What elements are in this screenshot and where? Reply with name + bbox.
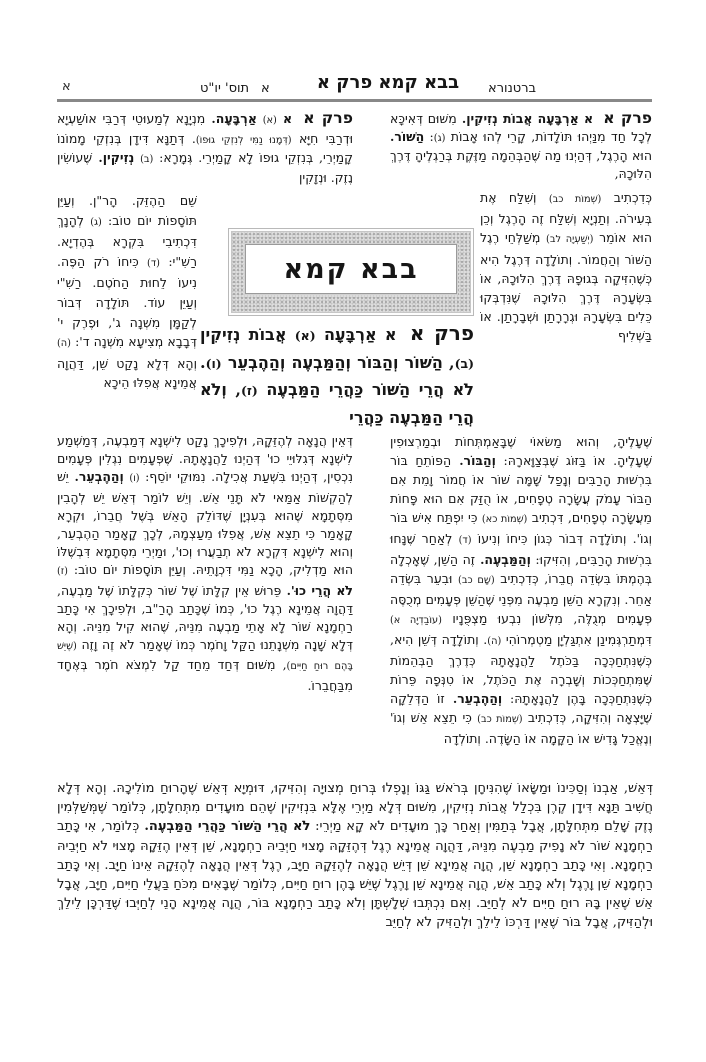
tractate-title: בבא קמא [283, 253, 419, 285]
bartenura-column-bottom: שֶׁעָלֶיהָ, וְהוּא מַשּׂאוֹי שֶׁבָּאַמְתְּחוֹת וּבְמַרְצוּפִין שֶׁעָלֶיהָ. אוֹ בַּזּוֹג שֶׁבְּצַוָּארָהּ: וְהַבּוֹר. הַפּוֹתֵחַ בּוֹר בִּרְשׁוּת הָרַבִּים וְנָפַל שָׁמָּה שׁוֹר אוֹ חֲמוֹר וָמֵת אִם הַבּוֹר עָמֹק עֲשָׂרָה טְפָחִים, אוֹ הֻזַּק אִם הוּא פָּחוֹת מֵעֲשָׂרָה טְפָחִים, דִּכְתִיב (שְׁמוֹת כא) כִּי יִפְתַּח אִישׁ בּוֹר וְגוֹ'. וְתוֹלָדָה דְּבוֹר כְּגוֹן כִּיחוֹ וְנִיעוֹ (ד) לְאַחַר שֶׁנָּחוּ בִּרְשׁוּת הָרַבִּים, וְהִזִּיקוּ: וְהַמַּבְעֶה. זֶה הַשֵּׁן, שֶׁאָכְלָה בְּהֶמְתּוֹ בִּשְׂדֵה חֲבֵרוֹ, כְּדִכְתִיב (שָׁם כב) וּבִעֵר בִּשְׂדֵה אַחֵר. וְנִקְרָא הַשֵּׁן מַבְעֶה מִפְּנֵי שֶׁהַשֵּׁן פְּעָמִים מְכֻסֶּה פְּעָמִים מְגֻלֶּה, מִלְּשׁוֹן נִבְעוּ מַצְפֻּנָיו (עוֹבַדְיָה א) דִּמְתַרְגְּמִינַן אִתְגַּלְיָן מַטְמְרוֹהִי (ה). וְתוֹלָדָה דְּשֵׁן הִיא, כְּשֶׁנִּתְחַכְּכָה בַּכֹּתֶל לַהֲנָאָתָהּ כְּדֶרֶךְ הַבְּהֵמוֹת שֶׁמִּתְחַכְּכוֹת וְשָׁבְרָה אֶת הַכֹּתֶל, אוֹ טִנְּפָה פֵּרוֹת כְּשֶׁנִּתְחַכְּכָה בָּהֶן לַהֲנָאָתָהּ: וְהַהֶבְעֵר. זוֹ הַדְּלֵקָה שֶׁיָּצְאָה וְהִזִּיקָה, כְּדִכְתִיב (שְׁמוֹת כב) כִּי תֵצֵא אֵשׁ וְגוֹ' וְנֶאֱכַל גָּדִישׁ אוֹ הַקָּמָה אוֹ הַשָּׂדֶה. וְתוֹלְדָה [390, 434, 653, 746]
header-divider-rule [57, 99, 652, 102]
tosafot-yomtov-column-beside-box: שֵׁם הַהֶזֵּק. הָר"ן. וְעַיֵּן תּוֹסָפוֹת יוֹם טוֹב: (ג) לְהָנָךְ דִּכְתִיבִי בִּקְרָא בְּהֶדְיָא. רַשִׁ"י: (ד) כִּיחוֹ רֹק הַפֶּה. נִיעוֹ לֵחוּת הַחֹטֶם. רַשִׁ"י וְעַיֵּן עוֹד. תּוֹלָדָה דְּבוֹר לְקַמָּן מִשְׁנָה ג', וּפֶרֶק י' דְּבָבָא מְצִיעָא מִשְׁנָה ד': (ה) וְהָא דְּלָא נָקַט שֵׁן, דַּהֲוָה אֲמֵינָא אֲפִלּוּ הֵיכָא [57, 193, 197, 391]
bartenura-column-top: פרק א א אַרְבָּעָה אֲבוֹת נְזִיקִין. מִשּׁוּם דְּאִיכָּא לְכָל חַד מִנַּיְהוּ תּוֹלָדוֹת, קָרֵי לְהוּ אָבוֹת (ג): הַשּׁוֹר. הוּא הָרֶגֶל, דְּהַיְנוּ מַה שֶּׁהַבְּהֵמָה מַזֶּקֶת בְּרַגְלֶיהָ דֶּרֶךְ הִלּוּכָהּ, [390, 108, 653, 181]
page-number: א [62, 79, 71, 94]
header-left-column-label: תוס' יו"ט [200, 81, 250, 96]
tractate-title-inner-panel [245, 244, 457, 294]
header-right-column-label: ברטנורא [488, 81, 537, 96]
header-mishnah-marker: א [261, 81, 270, 96]
tractate-title-frame-ornament [231, 231, 471, 313]
tosafot-yomtov-column-top: פרק א א (א) אַרְבָּעָה. מִנְיָנָא לְמַעוּטֵי דְּרַבִּי אוֹשַׁעְיָא וּדְרַבִּי חִיָּא (דְּמָנוּ נַמִּי לְנִזְקֵי גוּפוֹ). דְּתַנָּא דִּידָן בְּנִזְקֵי מָמוֹנוֹ קָמַיְרֵי, בְּנִזְקֵי גוּפוֹ לָא קָמַיְרֵי. גְּמָרָא: (ב) נְזִיקִין. שֶׁעוֹשִׂין נֶזֶק. וּנְזָקִין [57, 108, 354, 185]
page-title: בבא קמא פרק א [316, 72, 460, 93]
mishnah-text: פרק א א אַרְבָּעָה (א) אֲבוֹת נְזִיקִין (ב), הַשּׁוֹר וְהַבּוֹר וְהַמַּבְעֶה וְהַהֶבְעֵר (ו). לֹא הֲרֵי הַשּׁוֹר כַּהֲרֵי הַמַּבְעֶה (ז), וְלֹא הֲרֵי הַמַּבְעֶה כַּהֲרֵי [200, 321, 475, 427]
tractate-title-frame [228, 228, 474, 316]
tosafot-yomtov-column-bottom: דְּאֵין הֲנָאָה לְהֶזֵּקָהּ, וּלְפִיכָךְ נָקַט לִישְׁנָא דְּמַבְעֶה, דְּמַשְׁמַע לִישְׁנָא דְּגִלּוּיֵי כוּ' דְּהַיְנוּ לַהֲנָאָתָהּ. שֶׁפְּעָמִים נִגְלִין פְּעָמִים נִכְסִין, דְּהַיְנוּ בִּשְׁעַת אֲכִילָה. נִמּוּקֵי יוֹסֵף: (ו) וְהַהֶבְעֵר. יֵשׁ לְהַקְשׁוֹת אַמַּאי לֹא תָּנֵי אֵשׁ. וְיֵשׁ לוֹמַר דְּאֵשׁ יֵשׁ לְהָבִין מִסְּתָמָא שֶׁהוּא בְּעִנְיָן שֶׁדּוֹלֵק הָאֵשׁ בְּשֶׁל חֲבֵרוֹ, וּקְרָא קָאָמַר כִּי תֵצֵא אֵשׁ, אֲפִלּוּ מֵעַצְמָהּ, לְכָךְ קָאָמַר הַהֶבְעֵר, וְהוּא לִישְׁנָא דִּקְרָא לֹא תְבַעֲרוּ וְכוּ', וּמַיְרֵי מִסְּתָמָא דִּבְשֶׁלּוֹ הוּא מַדְלִיק, הָכָא נַמִּי דִּכְוָתֵיהּ. וְעַיֵּן תּוֹסָפוֹת יוֹם טוֹב: (ז) לֹא הֲרֵי כוּ'. פֵּרוּשׁ אֵין קִלָּתוֹ שֶׁל שׁוֹר כְּקִלָּתוֹ שֶׁל מַבְעֶה, דַּהֲוָה אֲמֵינָא רֶגֶל כוּ', כְּמוֹ שֶׁכָּתַב הָרַ"ב, וּלְפִיכָךְ אִי כָּתַב רַחְמָנָא שׁוֹר לָא אָתֵי מַבְעֶה מִנֵּיהּ, שֶׁהוּא קִיל מִנֵּיהּ. וְהָא דְּלָא שָׁנָה מִשְׁנָתֵנוּ הַקַּל וָחֹמֶר כְּמוֹ שֶׁאָמַר לֹא זֶה וָזֶה (שֶׁיֵּשׁ בָּהֶם רוּחַ חַיִּים), מִשּׁוּם דְּחַד מֵחַד קַל לִמְצֹא חֹמֶר בְּאֶחָד מִבַּחֲבֵרוֹ. [57, 433, 353, 693]
bartenura-column-beside-box: כְּדִכְתִיב (שְׁמוֹת כב) וְשִׁלַּח אֶת בְּעִירֹה. וְתַנְיָא וְשִׁלַּח זֶה הָרֶגֶל וְכֵן הוּא אוֹמֵר (יְשַׁעְיָה לב) מְשַׁלְּחֵי רֶגֶל הַשּׁוֹר וְהַחֲמוֹר. וְתוֹלָדָה דְּרֶגֶל הִיא כְּשֶׁהִזִּיקָה בְּגוּפָהּ דֶּרֶךְ הִלּוּכָהּ, אוֹ בִּשְׂעָרָהּ דֶּרֶךְ הִלּוּכָהּ שֶׁנִּדְבְּקוּ כֵּלִים בִּשְׂעָרָהּ וּגְרָרָתַן וּשְׁבָרָתַן. אוֹ בַּשְּׁלִיף [480, 190, 652, 344]
bottom-fullwidth-continuation: דְּאֵשׁ, אַבְנוֹ וְסַכִּינוֹ וּמַשָּׂאוֹ שֶׁהִנִּיחָן בְּרֹאשׁ גַּגּוֹ וְנָפְלוּ בְּרוּחַ מְצוּיָה וְהִזִּיקוּ, דּוּמְיָא דְּאֵשׁ שֶׁהָרוּחַ מוֹלִיכָהּ. וְהָא דְּלָא חֲשִׁיב תַּנָּא דִּידָן קֶרֶן בִּכְלַל אֲבוֹת נְזִיקִין, מִשּׁוּם דְּלָא מַיְרֵי אֶלָּא בִּנְזִיקִין שֶׁהֵם מוּעָדִים מִתְּחִלָּתָן, כְּלוֹמַר שֶׁמְּשַׁלְּמִין נֶזֶק שָׁלֵם מִתְּחִלָּתָן, אֲבָל בְּתַמִּין וְאַחַר כָּךְ מוּעָדִים לֹא קָא מַיְרֵי: לֹא הֲרֵי הַשּׁוֹר כַּהֲרֵי הַמַּבְעֶה. כְּלוֹמַר, אִי כָּתַב רַחְמָנָא שׁוֹר לֹא נָפִיק מַבְעֶה מִנֵּיהּ, דַּהֲוָה אֲמֵינָא רֶגֶל דְּהֶזֵּקָהּ מָצוּי חַיְּבֵיהּ רַחְמָנָא, שֵׁן דְּאֵין הֶזֵּקָהּ מָצוּי לֹא חַיְּבֵיהּ רַחְמָנָא. וְאִי כָּתַב רַחְמָנָא שֵׁן, הֲוָה אֲמֵינָא שֵׁן דְּיֵשׁ הֲנָאָה לְהֶזֵּקָהּ חַיָּב, רֶגֶל דְּאֵין הֲנָאָה לְהֶזֵּקָהּ אֵינוֹ חַיָּב. וְאִי כָּתַב רַחְמָנָא שֵׁן וָרֶגֶל וְלֹא כָּתַב אֵשׁ, הֲוָה אֲמֵינָא שֵׁן וָרֶגֶל שֶׁיֵּשׁ בָּהֶן רוּחַ חַיִּים, כְּלוֹמַר שֶׁבָּאִים מִכֹּחַ בַּעֲלֵי חַיִּים, חַיָּב, אֲבָל אֵשׁ שֶׁאֵין בָּהּ רוּחַ חַיִּים לֹא לְחַיֵּב. וְאִם נִכְתְּבוּ שְׁלָשְׁתָּן וְלֹא כָּתַב רַחְמָנָא בּוֹר, הֲוָה אֲמֵינָא הָנֵי לְחַיְּבוּ שֶׁדַּרְכָּן לֵילֵךְ וּלְהַזִּיק, אֲבָל בּוֹר שֶׁאֵין דַּרְכּוֹ לֵילֵךְ וּלְהַזִּיק לֹא לְחַיֵּב [57, 781, 654, 931]
